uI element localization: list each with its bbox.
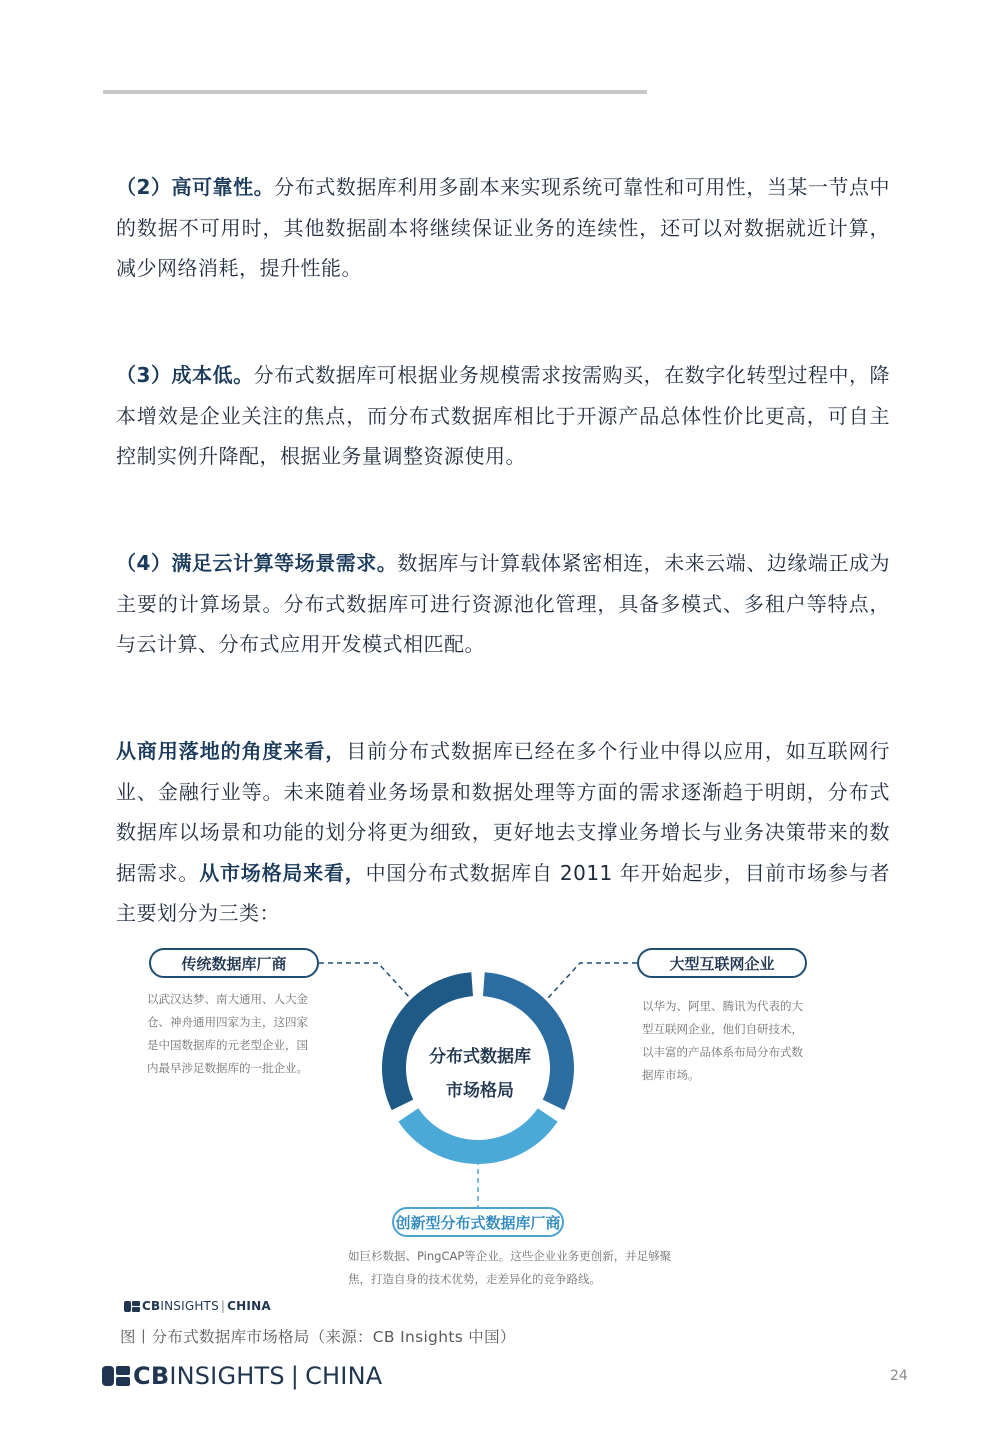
paragraph-heading: 从市场格局来看，	[199, 860, 366, 885]
paragraph-body: 分布式数据库利用多副本来实现系统可靠性和可用性，当某一节点中的数据不可用时，其他数据副本将继续保证业务的连续性，还可以对数据就近计算，减少网络消耗，提升性能。	[116, 175, 891, 280]
footer-logo-separator: |	[290, 1362, 300, 1390]
paragraph-heading: （3）成本低。	[116, 363, 254, 387]
footer-logo-insights: INSIGHTS	[169, 1362, 285, 1390]
paragraph-body: 目前分布式数据库已经在多个行业中得以应用，如互联网行业、金融行业等。未来随着业务场景和数据处理等方面的需求逐渐趋于明朗，分布式数据库以场景和功能的划分将更为细致，更好地去支撑业务增长与业务决策带来的数据需求。	[116, 739, 891, 885]
paragraph-low-cost	[116, 355, 890, 477]
paragraph-heading: 从商用落地的角度来看，	[116, 739, 347, 763]
cbinsights-logo-icon	[102, 1366, 130, 1386]
logo-china: CHINA	[227, 1299, 271, 1313]
top-divider	[103, 90, 647, 94]
cbinsights-logo-icon	[124, 1301, 140, 1312]
paragraph-body: 分布式数据库可根据业务规模需求按需购买，在数字化转型过程中，降本增效是企业关注的焦点，而分布式数据库相比于开源产品总体性价比更高，可自主控制实例升降配，根据业务量调整资源使用。	[116, 363, 890, 468]
paragraph-market-landscape	[116, 731, 890, 934]
ring-center-title	[410, 1040, 550, 1108]
label-innovative-vendors: 创新型分布式数据库厂商	[392, 1207, 564, 1237]
logo-insights: INSIGHTS	[160, 1299, 219, 1313]
cbinsights-small-logo	[124, 1299, 271, 1313]
desc-traditional-vendors: 以武汉达梦、南大通用、人大金仓、神舟通用四家为主，这四家是中国数据库的元老型企业，国内最早涉足数据库的一批企业。	[147, 992, 308, 1075]
desc-internet-companies: 以华为、阿里、腾讯为代表的大型互联网企业，他们自研技术，以丰富的产品体系布局分布式数据库市场。	[642, 999, 803, 1082]
logo-cb: CB	[142, 1299, 161, 1313]
paragraph-heading: （2）高可靠性。	[116, 175, 275, 199]
footer-logo-cb: CB	[133, 1362, 170, 1390]
cbinsights-footer-logo	[102, 1362, 382, 1390]
paragraph-body: 数据库与计算载体紧密相连，未来云端、边缘端正成为主要的计算场景。分布式数据库可进行资源池化管理，具备多模式、多租户等特点，与云计算、分布式应用开发模式相匹配。	[116, 551, 890, 656]
label-internet-companies: 大型互联网企业	[637, 948, 807, 978]
desc-innovative-vendors: 如巨杉数据、PingCAP等企业。这些企业业务更创新，并足够聚焦，打造自身的技术优势，走差异化的竞争路线。	[348, 1249, 672, 1286]
ring-segment-innovative	[398, 1108, 557, 1164]
footer-logo-china: CHINA	[305, 1362, 383, 1390]
center-title-line2: 市场格局	[446, 1081, 514, 1101]
logo-separator: |	[220, 1299, 226, 1313]
paragraph-heading: （4）满足云计算等场景需求。	[116, 551, 398, 575]
page-number: 24	[890, 1368, 908, 1384]
paragraph-cloud-scenarios	[116, 543, 890, 665]
connector-left	[319, 963, 410, 998]
market-landscape-figure	[120, 940, 880, 1290]
paragraph-body: 中国分布式数据库自 2011 年开始起步，目前市场参与者主要划分为三类：	[116, 860, 890, 925]
center-title-line1: 分布式数据库	[429, 1047, 531, 1067]
connector-right	[548, 963, 637, 998]
paragraph-high-reliability	[116, 167, 890, 289]
figure-caption: 图丨分布式数据库市场格局（来源：CB Insights 中国）	[120, 1328, 516, 1346]
label-traditional-vendors: 传统数据库厂商	[149, 948, 319, 978]
